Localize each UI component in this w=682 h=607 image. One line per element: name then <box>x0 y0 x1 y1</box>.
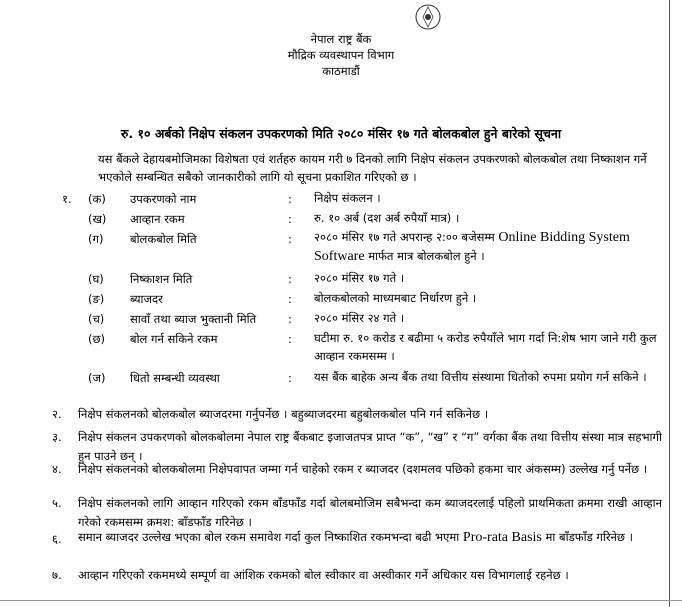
item-text: निक्षेप संकलन उपकरणको बोलकबोलमा नेपाल राष्ट्र बैंकबाट इजाजतपत्र प्राप्त “क”, “ख” र “ग” वर्गका बैंक तथा वित्तीय संस्था मात्र सहभागी हुन पाउने छन् । <box>78 430 662 463</box>
row-key: (छ) <box>88 332 106 346</box>
row-label: उपकरणको नाम <box>130 192 197 206</box>
item-text: निक्षेप संकलनको लागि आव्हान गरिएको रकम बाँडफाँड गर्दा बोलबमोजिम सबैभन्दा कम ब्याजदरलाई पहिलो प्राथमिकता क्रममा राखी आव्हान गरेको रकमसम्म क्रमश: बाँडफाँड गरिनेछ । <box>78 496 662 529</box>
item-text-part: समान ब्याजदर उल्लेख भएका बोल रकम समावेश गर्दा कुल निष्काशित रकमभन्दा बढी भएमा <box>78 530 463 544</box>
row-colon: : <box>288 192 292 206</box>
row-key: (ङ) <box>88 292 105 306</box>
item-text-part: मा बाँडफाँड गरिनेछ । <box>541 530 633 544</box>
row-value: निक्षेप संकलन । <box>314 191 381 205</box>
row-key: (च) <box>88 312 105 326</box>
row-key: (ज) <box>88 371 106 385</box>
row-key: (क) <box>88 192 106 206</box>
item-number: ६. <box>52 532 62 546</box>
page-bottom-border <box>0 600 682 601</box>
row-label: सावाँ तथा ब्याज भुक्तानी मिति <box>130 312 257 326</box>
row-value <box>314 228 659 266</box>
row-value: बोलकबोलको माध्यमबाट निर्धारण हुने । <box>314 291 477 305</box>
item-number: ४. <box>52 462 62 476</box>
item-text: निक्षेप संकलनको बोलकबोल ब्याजदरमा गर्नुपर्नेछ । बहुब्याजदरमा बहुबोलकबोल पनि गर्न सकिनेछ । <box>78 407 489 421</box>
intro-paragraph: यस बैंकले देहायबमोजिमका विशेषता एवं शर्तहरु कायम गरी ७ दिनको लागि निक्षेप संकलन उपकरणको बोलकबोल तथा निष्काशन गर्ने भएकोले सम्बन्धित सबैको जानकारीको लागि यो सूचना प्रकाशित गरिएको छ । <box>98 152 647 184</box>
item-text: निक्षेप संकलनको बोलकबोलमा निक्षेपवापत जम्मा गर्न चाहेको रकम र ब्याजदर (दशमलव पछिको हकमा चार अंकसम्म) उल्लेख गर्नु पर्नेछ । <box>78 462 648 476</box>
row-label: निष्काशन मिति <box>130 272 193 286</box>
value-latin: Online Bidding System Software <box>314 230 630 264</box>
value-text: २०८० मंसिर १७ गते अपरान्ह २:०० बजेसम्म <box>314 230 499 244</box>
row-value: २०८० मंसिर १७ गते । <box>314 271 405 285</box>
page-right-border <box>669 0 670 607</box>
row-label: बोलकबोल मिति <box>130 232 197 246</box>
row-value: २०८० मंसिर २४ गते । <box>314 311 405 325</box>
row-label: आव्हान रकम <box>130 212 185 226</box>
row-label: धितो सम्बन्धी व्यवस्था <box>130 371 220 385</box>
row-value: रु. १० अर्ब (दश अर्ब रुपैयाँ मात्र) । <box>314 211 460 225</box>
row-key: (घ) <box>88 272 104 286</box>
row-colon: : <box>288 332 292 346</box>
item-number: २. <box>52 407 62 421</box>
item-text <box>78 528 662 547</box>
row-colon: : <box>288 371 292 385</box>
item-number: ३. <box>52 430 62 444</box>
row-label: बोल गर्न सकिने रकम <box>130 332 218 346</box>
row-key: (ग) <box>88 232 104 246</box>
city-name: काठमाडौं <box>322 64 360 78</box>
row-label: ब्याजदर <box>130 292 163 306</box>
bank-name: नेपाल राष्ट्र बैंक <box>310 32 372 46</box>
row-colon: : <box>288 292 292 306</box>
row-colon: : <box>288 272 292 286</box>
row-key: (ख) <box>88 212 107 226</box>
row-value: घटीमा रु. १० करोड र बढीमा ५ करोड रुपैयाँले भाग गर्दा नि:शेष भाग जाने गरी कुल आव्हान रकमसम्म । <box>314 331 657 363</box>
value-text: मार्फत मात्र बोलकबोल हुने । <box>364 249 485 263</box>
item-text-latin: Pro-rata Basis <box>462 530 542 545</box>
bank-emblem-icon <box>415 3 441 31</box>
notice-title: रु. १० अर्बको निक्षेप संकलन उपकरणको मिति २०८० मंसिर १७ गते बोलकबोल हुने बारेको सूचना <box>120 126 562 141</box>
item-1-number: १. <box>62 192 72 206</box>
row-colon: : <box>288 312 292 326</box>
row-value: यस बैंक बाहेक अन्य बैंक तथा वित्तीय संस्थामा धितोको रुपमा प्रयोग गर्न सकिने । <box>314 370 647 384</box>
item-number: ७. <box>52 568 62 582</box>
item-number: ५. <box>52 496 62 510</box>
row-colon: : <box>288 212 292 226</box>
department-name: मौद्रिक व्यवस्थापन विभाग <box>287 48 395 62</box>
item-text: आव्हान गरिएको रकममध्ये सम्पूर्ण वा आंशिक रकमको बोल स्वीकार वा अस्वीकार गर्ने अधिकार यस विभागलाई रहनेछ । <box>78 568 569 582</box>
row-colon: : <box>288 232 292 246</box>
